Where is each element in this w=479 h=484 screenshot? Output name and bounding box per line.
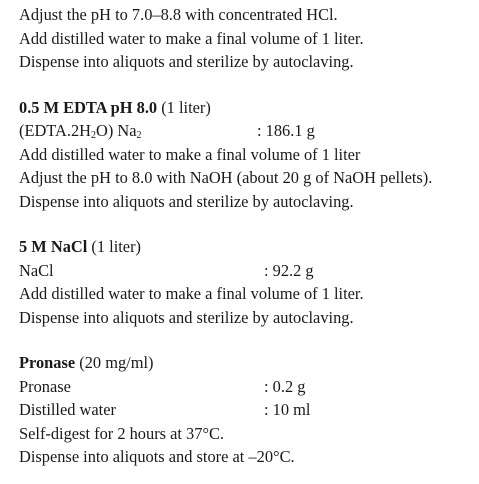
pronase-step-1: Self-digest for 2 hours at 37°C. — [19, 423, 225, 443]
intro-line-2: Add distilled water to make a final volume of 1 liter. — [19, 28, 364, 48]
pronase-step-2: Dispense into aliquots and store at –20°C. — [19, 447, 295, 466]
intro-line-1: Adjust the pH to 7.0–8.8 with concentrated HCl. — [19, 5, 338, 24]
pronase-heading — [19, 351, 474, 375]
pronase-title: Pronase — [19, 353, 76, 372]
pronase-reagent-row-2 — [19, 398, 474, 422]
pronase-concentration: (20 mg/ml) — [75, 353, 154, 372]
edta-reagent-name: $(EDTA.2H_2O)$ $Na_2$ — [19, 121, 142, 141]
pronase-reagent-amount: : 0.2 g — [264, 376, 306, 396]
nacl-volume: (1 liter) — [87, 237, 141, 256]
nacl-reagent-name: NaCl — [19, 260, 54, 280]
pronase-water-amount: : 10 ml — [264, 400, 311, 419]
pronase-reagent-name: Pronase — [19, 376, 71, 396]
edta-step-3: Dispense into aliquots and sterilize by autoclaving. — [19, 191, 354, 211]
edta-reagent-amount: : 186.1 g — [257, 121, 315, 140]
nacl-step-1: Add distilled water to make a final volume of 1 liter. — [19, 284, 364, 303]
nacl-reagent-row — [19, 259, 474, 283]
nacl-title: 5 M NaCl — [19, 237, 88, 256]
nacl-heading — [19, 235, 474, 259]
intro-line-3: Dispense into aliquots and sterilize by autoclaving. — [19, 52, 354, 71]
edta-reagent-row — [19, 119, 474, 143]
edta-step-1: Add distilled water to make a final volume of 1 liter — [19, 144, 361, 164]
pronase-reagent-row-1 — [19, 375, 474, 399]
nacl-reagent-amount: : 92.2 g — [264, 260, 314, 280]
edta-volume: (1 liter) — [157, 97, 211, 117]
document-page — [19, 3, 474, 469]
edta-heading — [19, 96, 474, 120]
edta-title: 0.5 M EDTA pH 8.0 — [19, 97, 158, 117]
pronase-water-name: Distilled water — [19, 400, 116, 419]
edta-step-2: Adjust the pH to 8.0 with NaOH (about 20 g of NaOH pellets). — [19, 168, 433, 187]
nacl-step-2: Dispense into aliquots and sterilize by autoclaving. — [19, 307, 354, 327]
